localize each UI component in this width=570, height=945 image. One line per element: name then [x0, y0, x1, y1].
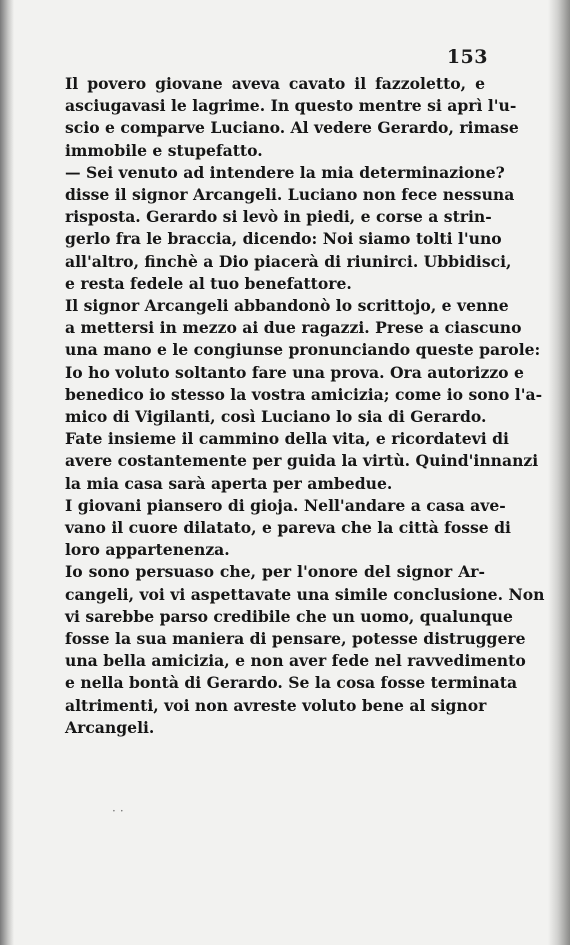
text-line: altrimenti, voi non avreste voluto bene al signor	[65, 695, 487, 715]
text-line: immobile e stupefatto.	[65, 140, 263, 160]
text-line: gerlo fra le braccia, dicendo: Noi siamo tolti l'uno	[65, 229, 502, 249]
text-line: una mano e le congiunse pronunciando queste parole:	[65, 340, 541, 360]
paragraph	[37, 495, 511, 562]
text-line: a mettersi in mezzo ai due ragazzi. Prese a ciascuno	[65, 318, 522, 338]
text-line: I giovani piansero di gioja. Nell'andare a casa ave-	[65, 495, 506, 515]
text-line: vano il cuore dilatato, e pareva che la città fosse di	[65, 518, 511, 538]
text-line: loro appartenenza.	[65, 540, 230, 560]
text-line: e nella bontà di Gerardo. Se la cosa fosse terminata	[65, 673, 518, 693]
text-line: la mia casa sarà aperta per ambedue.	[65, 473, 393, 493]
text-line: Arcangeli.	[65, 717, 155, 737]
text-line: all'altro, finchè a Dio piacerà di riunirci. Ubbidisci,	[65, 251, 512, 271]
paragraph	[37, 162, 515, 295]
text-line: mico di Vigilanti, così Luciano lo sia di Gerardo.	[65, 407, 487, 427]
text-line: benedico io stesso la vostra amicizia; come io sono l'a-	[65, 384, 543, 404]
text-line: avere costantemente per guida la virtù. Quind'innanzi	[65, 451, 539, 471]
text-line: Io ho voluto soltanto fare una prova. Ora autorizzo e	[65, 362, 524, 382]
page-number: 153	[446, 46, 488, 68]
text-line: Il signor Arcangeli abbandonò lo scrittojo, e venne	[65, 296, 509, 316]
print-specks: ··	[112, 804, 128, 818]
paragraph	[37, 73, 519, 162]
text-line: asciugavasi le lagrime. In questo mentre si aprì l'u-	[65, 96, 517, 116]
paragraph	[37, 561, 545, 739]
text-line: cangeli, voi vi aspettavate una simile conclusione. Non	[65, 584, 545, 604]
text-line: fosse la sua maniera di pensare, potesse distruggere	[65, 629, 526, 649]
text-line: Io sono persuaso che, per l'onore del signor Ar-	[65, 562, 485, 582]
text-line: Il povero giovane aveva cavato il fazzoletto, e	[65, 74, 485, 93]
text-line: vi sarebbe parso credibile che un uomo, qualunque	[65, 606, 513, 626]
text-line: — Sei venuto ad intendere la mia determinazione?	[65, 162, 505, 182]
text-line: scio e comparve Luciano. Al vedere Gerardo, rimase	[65, 118, 519, 138]
text-line: Fate insieme il cammino della vita, e ricordatevi di	[65, 429, 509, 449]
text-line: e resta fedele al tuo benefattore.	[65, 273, 352, 293]
paragraph	[37, 295, 543, 495]
body-text	[37, 73, 545, 739]
text-line: disse il signor Arcangeli. Luciano non fece nessuna	[65, 185, 515, 205]
text-line: risposta. Gerardo si levò in piedi, e corse a strin-	[65, 207, 492, 227]
text-line: una bella amicizia, e non aver fede nel ravvedimento	[65, 651, 526, 671]
